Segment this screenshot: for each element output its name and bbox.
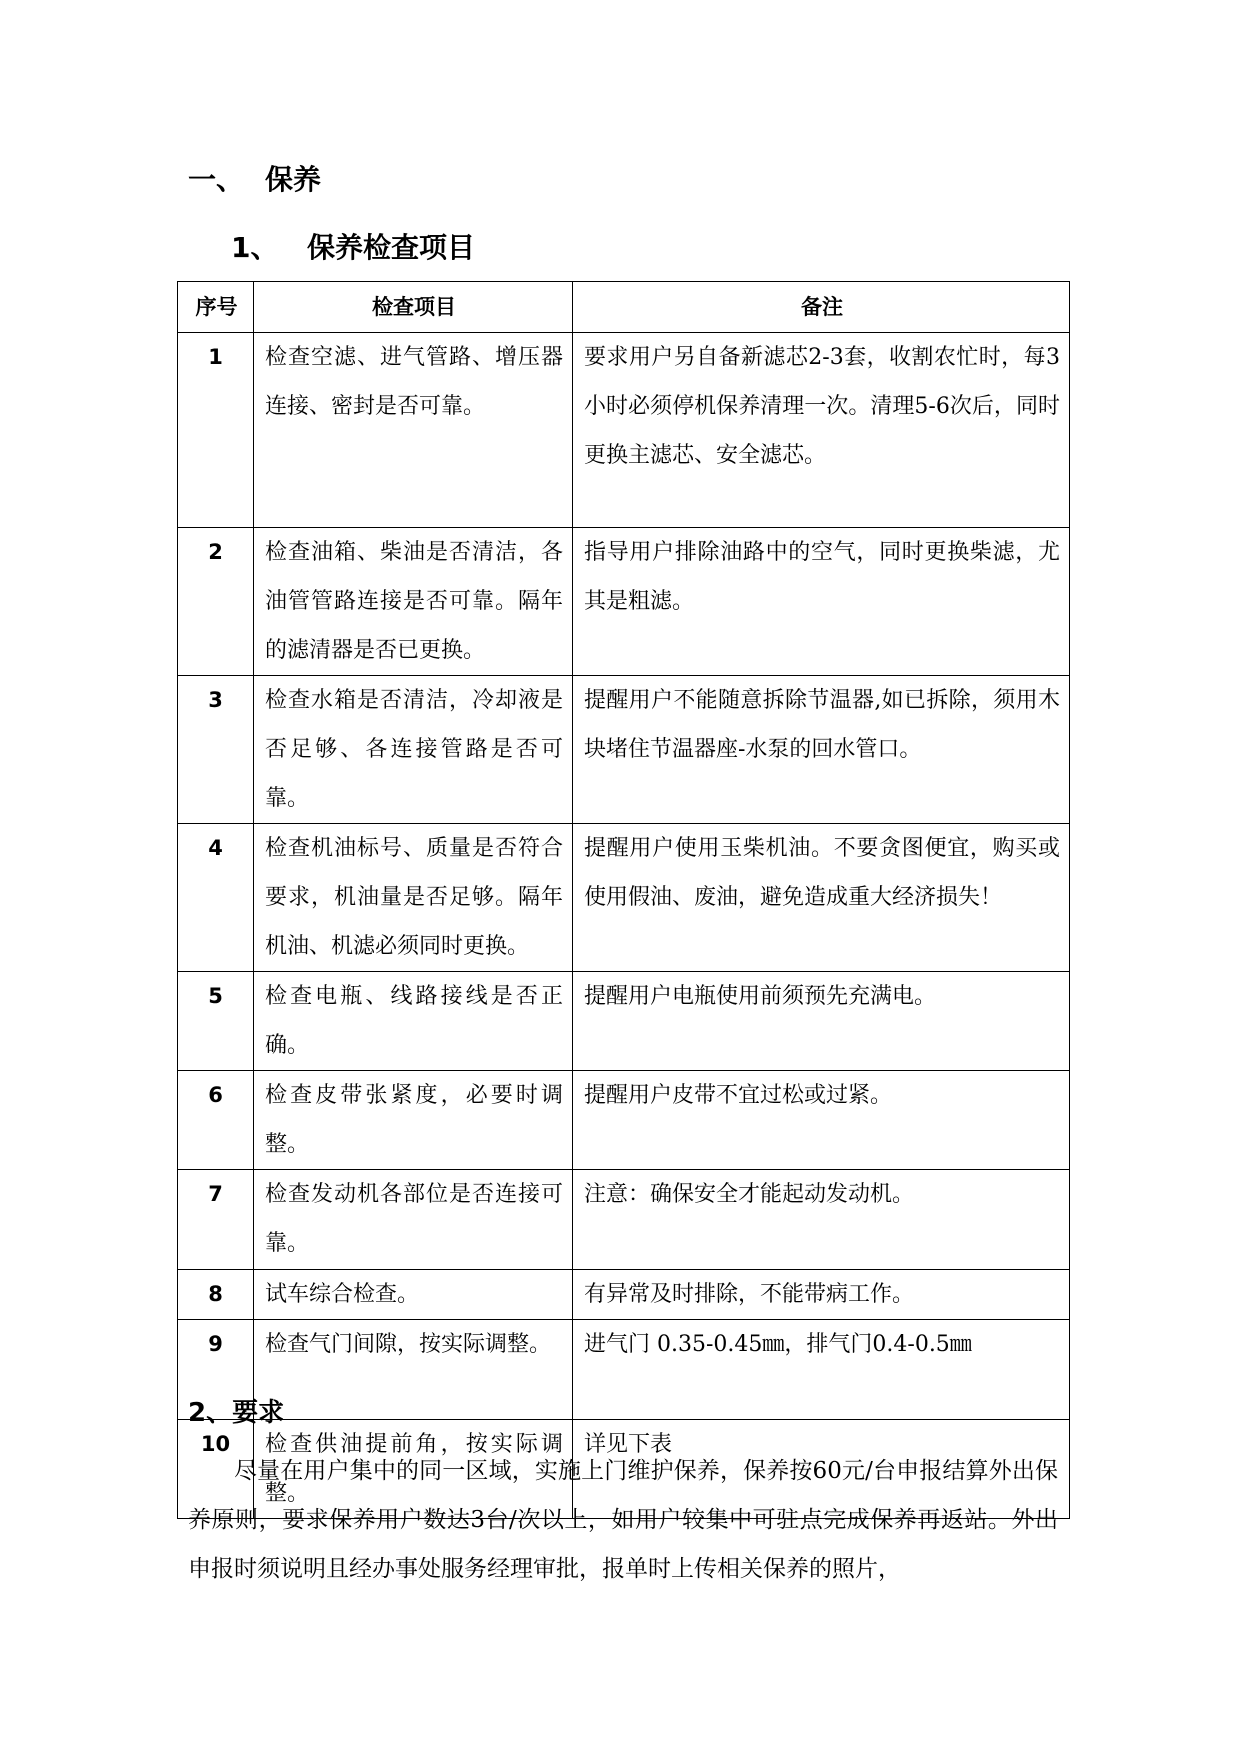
row-number: 6 [178,1071,254,1170]
row-item: 检查空滤、进气管路、增压器连接、密封是否可靠。 [254,333,573,528]
row-item: 检查水箱是否清洁，冷却液是否足够、各连接管路是否可靠。 [254,676,573,824]
row-note: 进气门 0.35-0.45㎜，排气门0.4-0.5㎜ [573,1320,1070,1420]
row-number: 8 [178,1270,254,1320]
row-number: 9 [178,1320,254,1420]
table-row [178,333,1070,528]
subsection-heading [231,228,475,268]
row-item: 试车综合检查。 [254,1270,573,1320]
table-row [178,1071,1070,1170]
table-row [178,528,1070,676]
row-item: 检查气门间隙，按实际调整。 [254,1320,573,1420]
requirements-heading: 2、要求 [188,1398,285,1428]
row-number: 4 [178,824,254,972]
row-item: 检查机油标号、质量是否符合要求，机油量是否足够。隔年机油、机滤必须同时更换。 [254,824,573,972]
row-note: 提醒用户皮带不宜过松或过紧。 [573,1071,1070,1170]
row-item: 检查发动机各部位是否连接可靠。 [254,1170,573,1270]
row-note: 提醒用户电瓶使用前须预先充满电。 [573,972,1070,1071]
header-item: 检查项目 [254,282,573,333]
row-note: 注意：确保安全才能起动发动机。 [573,1170,1070,1270]
row-item: 检查电瓶、线路接线是否正确。 [254,972,573,1071]
header-note: 备注 [573,282,1070,333]
section-heading [188,160,321,200]
row-number: 10 [178,1420,254,1519]
table-row [178,1320,1070,1420]
row-note: 详见下表 [573,1420,1070,1519]
row-note: 提醒用户不能随意拆除节温器,如已拆除，须用木块堵住节温器座-水泵的回水管口。 [573,676,1070,824]
row-number: 2 [178,528,254,676]
section-title: 保养 [265,163,322,196]
section-number: 一、 [188,163,245,196]
row-note: 提醒用户使用玉柴机油。不要贪图便宜，购买或使用假油、废油，避免造成重大经济损失！ [573,824,1070,972]
row-number: 7 [178,1170,254,1270]
requirements-paragraph: 尽量在用户集中的同一区域，实施上门维护保养，保养按60元/台申报结算外出保养原则，要求保养用户数达3台/次以上，如用户较集中可驻点完成保养再返站。外出申报时须说明且经办事处服务经理审批，报单时上传相关保养的照片， [188,1458,1058,1582]
subsection-title: 保养检查项目 [307,231,476,264]
maintenance-check-table [177,281,1070,1519]
table-row [178,1170,1070,1270]
row-note: 有异常及时排除，不能带病工作。 [573,1270,1070,1320]
table-row [178,676,1070,824]
table-header-row [178,282,1070,333]
row-item: 检查供油提前角，按实际调整。 [254,1420,573,1519]
row-number: 5 [178,972,254,1071]
table-row [178,824,1070,972]
subsection-number: 1、 [231,231,279,264]
row-number: 3 [178,676,254,824]
row-note: 要求用户另自备新滤芯2-3套，收割农忙时，每3小时必须停机保养清理一次。清理5-6次后，同时更换主滤芯、安全滤芯。 [573,333,1070,528]
row-item: 检查皮带张紧度，必要时调整。 [254,1071,573,1170]
row-note: 指导用户排除油路中的空气，同时更换柴滤，尤其是粗滤。 [573,528,1070,676]
table-row [178,972,1070,1071]
row-number: 1 [178,333,254,528]
row-item: 检查油箱、柴油是否清洁，各油管管路连接是否可靠。隔年的滤清器是否已更换。 [254,528,573,676]
header-no: 序号 [178,282,254,333]
table-row [178,1270,1070,1320]
